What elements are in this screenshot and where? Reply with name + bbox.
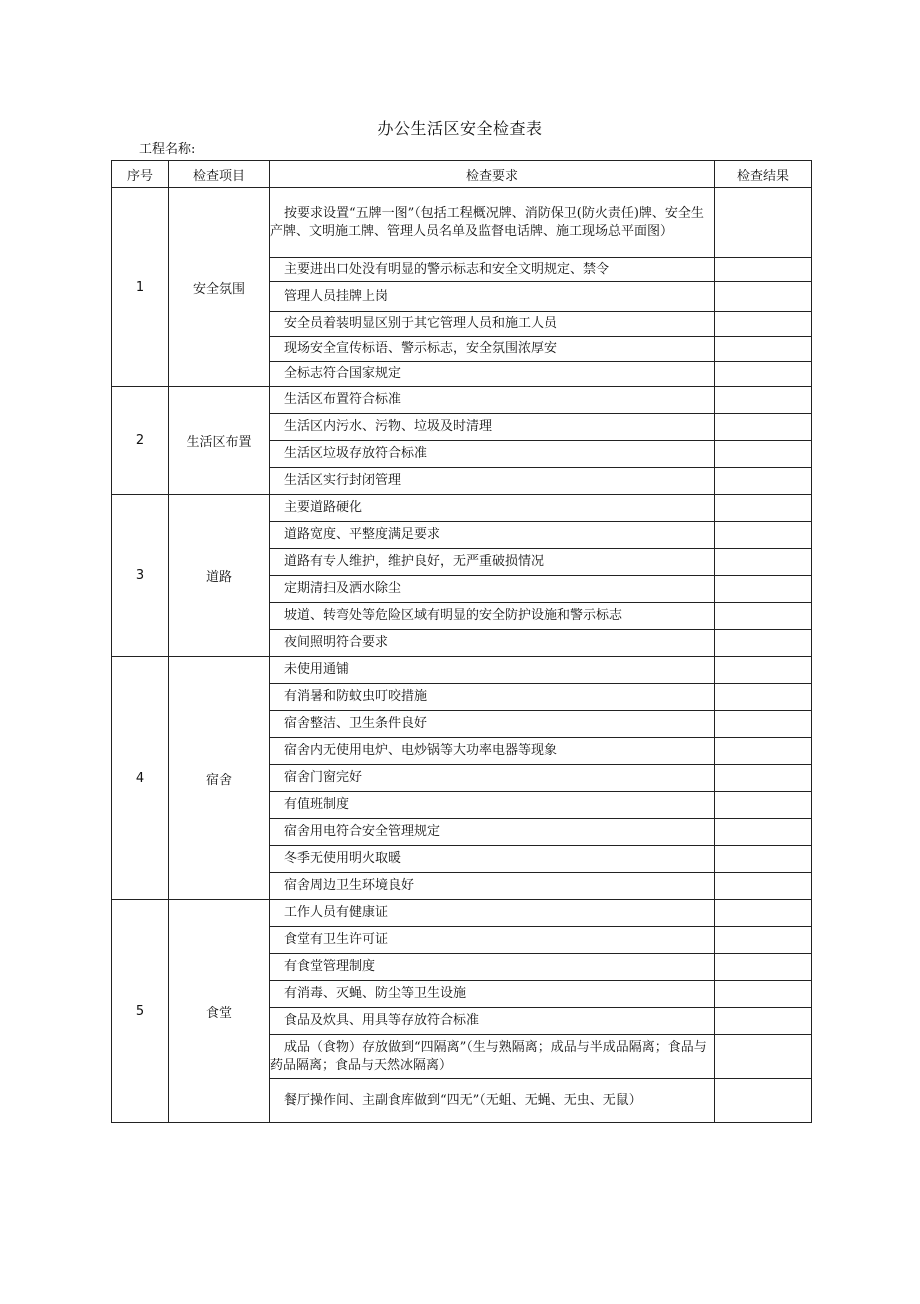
requirement-text: 夜间照明符合要求	[284, 635, 389, 650]
table-row	[112, 657, 812, 684]
requirement-cell	[270, 258, 715, 282]
requirement-cell	[270, 954, 715, 981]
result-cell[interactable]	[715, 362, 812, 387]
result-cell[interactable]	[715, 873, 812, 900]
result-cell[interactable]	[715, 954, 812, 981]
requirement-cell	[270, 630, 715, 657]
table-row	[112, 495, 812, 522]
section-category: 食堂	[169, 900, 270, 1123]
requirement-cell	[270, 1008, 715, 1035]
requirement-cell	[270, 684, 715, 711]
requirement-cell	[270, 846, 715, 873]
requirement-text: 主要道路硬化	[284, 500, 363, 515]
result-cell[interactable]	[715, 1079, 812, 1123]
result-cell[interactable]	[715, 282, 812, 312]
requirement-text: 全标志符合国家规定	[284, 366, 402, 381]
section-number: 2	[112, 387, 169, 495]
result-cell[interactable]	[715, 684, 812, 711]
result-cell[interactable]	[715, 441, 812, 468]
requirement-cell	[270, 657, 715, 684]
header-result: 检查结果	[715, 161, 812, 188]
result-cell[interactable]	[715, 1008, 812, 1035]
requirement-cell	[270, 312, 715, 337]
requirement-text: 宿舍内无使用电炉、电炒锅等大功率电器等现象	[284, 743, 558, 758]
requirement-text: 宿舍周边卫生环境良好	[284, 878, 415, 893]
requirement-text: 生活区垃圾存放符合标准	[284, 446, 428, 461]
requirement-cell	[270, 1035, 715, 1079]
requirement-cell	[270, 576, 715, 603]
requirement-cell	[270, 188, 715, 258]
section-number: 1	[112, 188, 169, 387]
section-category: 安全氛围	[169, 188, 270, 387]
requirement-text: 定期清扫及洒水除尘	[284, 581, 402, 596]
result-cell[interactable]	[715, 387, 812, 414]
requirement-text: 有食堂管理制度	[284, 959, 376, 974]
requirement-cell	[270, 282, 715, 312]
requirement-text: 有消暑和防蚊虫叮咬措施	[284, 689, 428, 704]
requirement-text: 食堂有卫生许可证	[284, 932, 389, 947]
requirement-text: 未使用通铺	[284, 662, 350, 677]
result-cell[interactable]	[715, 188, 812, 258]
requirement-text: 按要求设置“五牌一图”（包括工程概况牌、消防保卫(防火责任)牌、安全生产牌、文明施工牌、管理人员名单及监督电话牌、施工现场总平面图）	[270, 205, 704, 239]
requirement-text: 生活区内污水、污物、垃圾及时清理	[284, 419, 493, 434]
requirement-text: 工作人员有健康证	[284, 905, 389, 920]
requirement-text: 安全员着装明显区别于其它管理人员和施工人员	[284, 316, 558, 331]
requirement-text: 餐厅操作间、主副食库做到“四无”（无蛆、无蝇、无虫、无鼠）	[284, 1092, 642, 1108]
section-number: 5	[112, 900, 169, 1123]
project-name-label: 工程名称:	[139, 142, 196, 157]
table-row	[112, 900, 812, 927]
inspection-table	[111, 160, 812, 1123]
requirement-text: 有消毒、灭蝇、防尘等卫生设施	[284, 986, 467, 1001]
requirement-text: 生活区布置符合标准	[284, 392, 402, 407]
section-category: 宿舍	[169, 657, 270, 900]
header-item: 检查项目	[169, 161, 270, 188]
section-number: 3	[112, 495, 169, 657]
result-cell[interactable]	[715, 792, 812, 819]
table-body	[112, 188, 812, 1123]
result-cell[interactable]	[715, 900, 812, 927]
result-cell[interactable]	[715, 846, 812, 873]
table-header-row	[112, 161, 812, 188]
result-cell[interactable]	[715, 337, 812, 362]
requirement-cell	[270, 495, 715, 522]
result-cell[interactable]	[715, 576, 812, 603]
requirement-text: 坡道、转弯处等危险区域有明显的安全防护设施和警示标志	[284, 608, 623, 623]
requirement-text: 道路宽度、平整度满足要求	[284, 527, 441, 542]
requirement-text: 宿舍整洁、卫生条件良好	[284, 716, 428, 731]
section-category: 生活区布置	[169, 387, 270, 495]
result-cell[interactable]	[715, 468, 812, 495]
header-requirement: 检查要求	[270, 161, 715, 188]
requirement-cell	[270, 362, 715, 387]
header-number: 序号	[112, 161, 169, 188]
result-cell[interactable]	[715, 630, 812, 657]
result-cell[interactable]	[715, 414, 812, 441]
requirement-cell	[270, 441, 715, 468]
requirement-cell	[270, 873, 715, 900]
requirement-text: 主要进出口处没有明显的警示标志和安全文明规定、禁令	[284, 261, 610, 277]
table-row	[112, 188, 812, 258]
requirement-cell	[270, 981, 715, 1008]
requirement-text: 有值班制度	[284, 797, 350, 812]
requirement-cell	[270, 927, 715, 954]
result-cell[interactable]	[715, 738, 812, 765]
requirement-cell	[270, 468, 715, 495]
requirement-cell	[270, 711, 715, 738]
requirement-cell	[270, 603, 715, 630]
requirement-text: 冬季无使用明火取暖	[284, 851, 402, 866]
requirement-cell	[270, 414, 715, 441]
requirement-cell	[270, 387, 715, 414]
section-number: 4	[112, 657, 169, 900]
requirement-text: 现场安全宣传标语、警示标志，安全氛围浓厚安	[284, 341, 558, 356]
result-cell[interactable]	[715, 981, 812, 1008]
result-cell[interactable]	[715, 711, 812, 738]
requirement-cell	[270, 738, 715, 765]
result-cell[interactable]	[715, 765, 812, 792]
result-cell[interactable]	[715, 927, 812, 954]
result-cell[interactable]	[715, 258, 812, 282]
requirement-cell	[270, 819, 715, 846]
result-cell[interactable]	[715, 1035, 812, 1079]
result-cell[interactable]	[715, 657, 812, 684]
requirement-cell	[270, 337, 715, 362]
result-cell[interactable]	[715, 522, 812, 549]
requirement-text: 管理人员挂牌上岗	[284, 288, 389, 304]
requirement-cell	[270, 792, 715, 819]
requirement-cell	[270, 522, 715, 549]
table-row	[112, 387, 812, 414]
requirement-text: 宿舍用电符合安全管理规定	[284, 824, 441, 839]
result-cell[interactable]	[715, 495, 812, 522]
requirement-cell	[270, 765, 715, 792]
page-title: 办公生活区安全检查表	[377, 119, 543, 138]
result-cell[interactable]	[715, 819, 812, 846]
requirement-text: 食品及炊具、用具等存放符合标准	[284, 1013, 480, 1028]
requirement-cell	[270, 900, 715, 927]
requirement-text: 宿舍门窗完好	[284, 770, 363, 785]
requirement-text: 成品（食物）存放做到“四隔离”（生与熟隔离；成品与半成品隔离；食品与药品隔离；食品与天然冰隔离）	[270, 1039, 707, 1073]
requirement-cell	[270, 549, 715, 576]
section-category: 道路	[169, 495, 270, 657]
result-cell[interactable]	[715, 312, 812, 337]
result-cell[interactable]	[715, 549, 812, 576]
requirement-cell	[270, 1079, 715, 1123]
result-cell[interactable]	[715, 603, 812, 630]
requirement-text: 道路有专人维护，维护良好，无严重破损情况	[284, 554, 545, 569]
requirement-text: 生活区实行封闭管理	[284, 473, 402, 488]
